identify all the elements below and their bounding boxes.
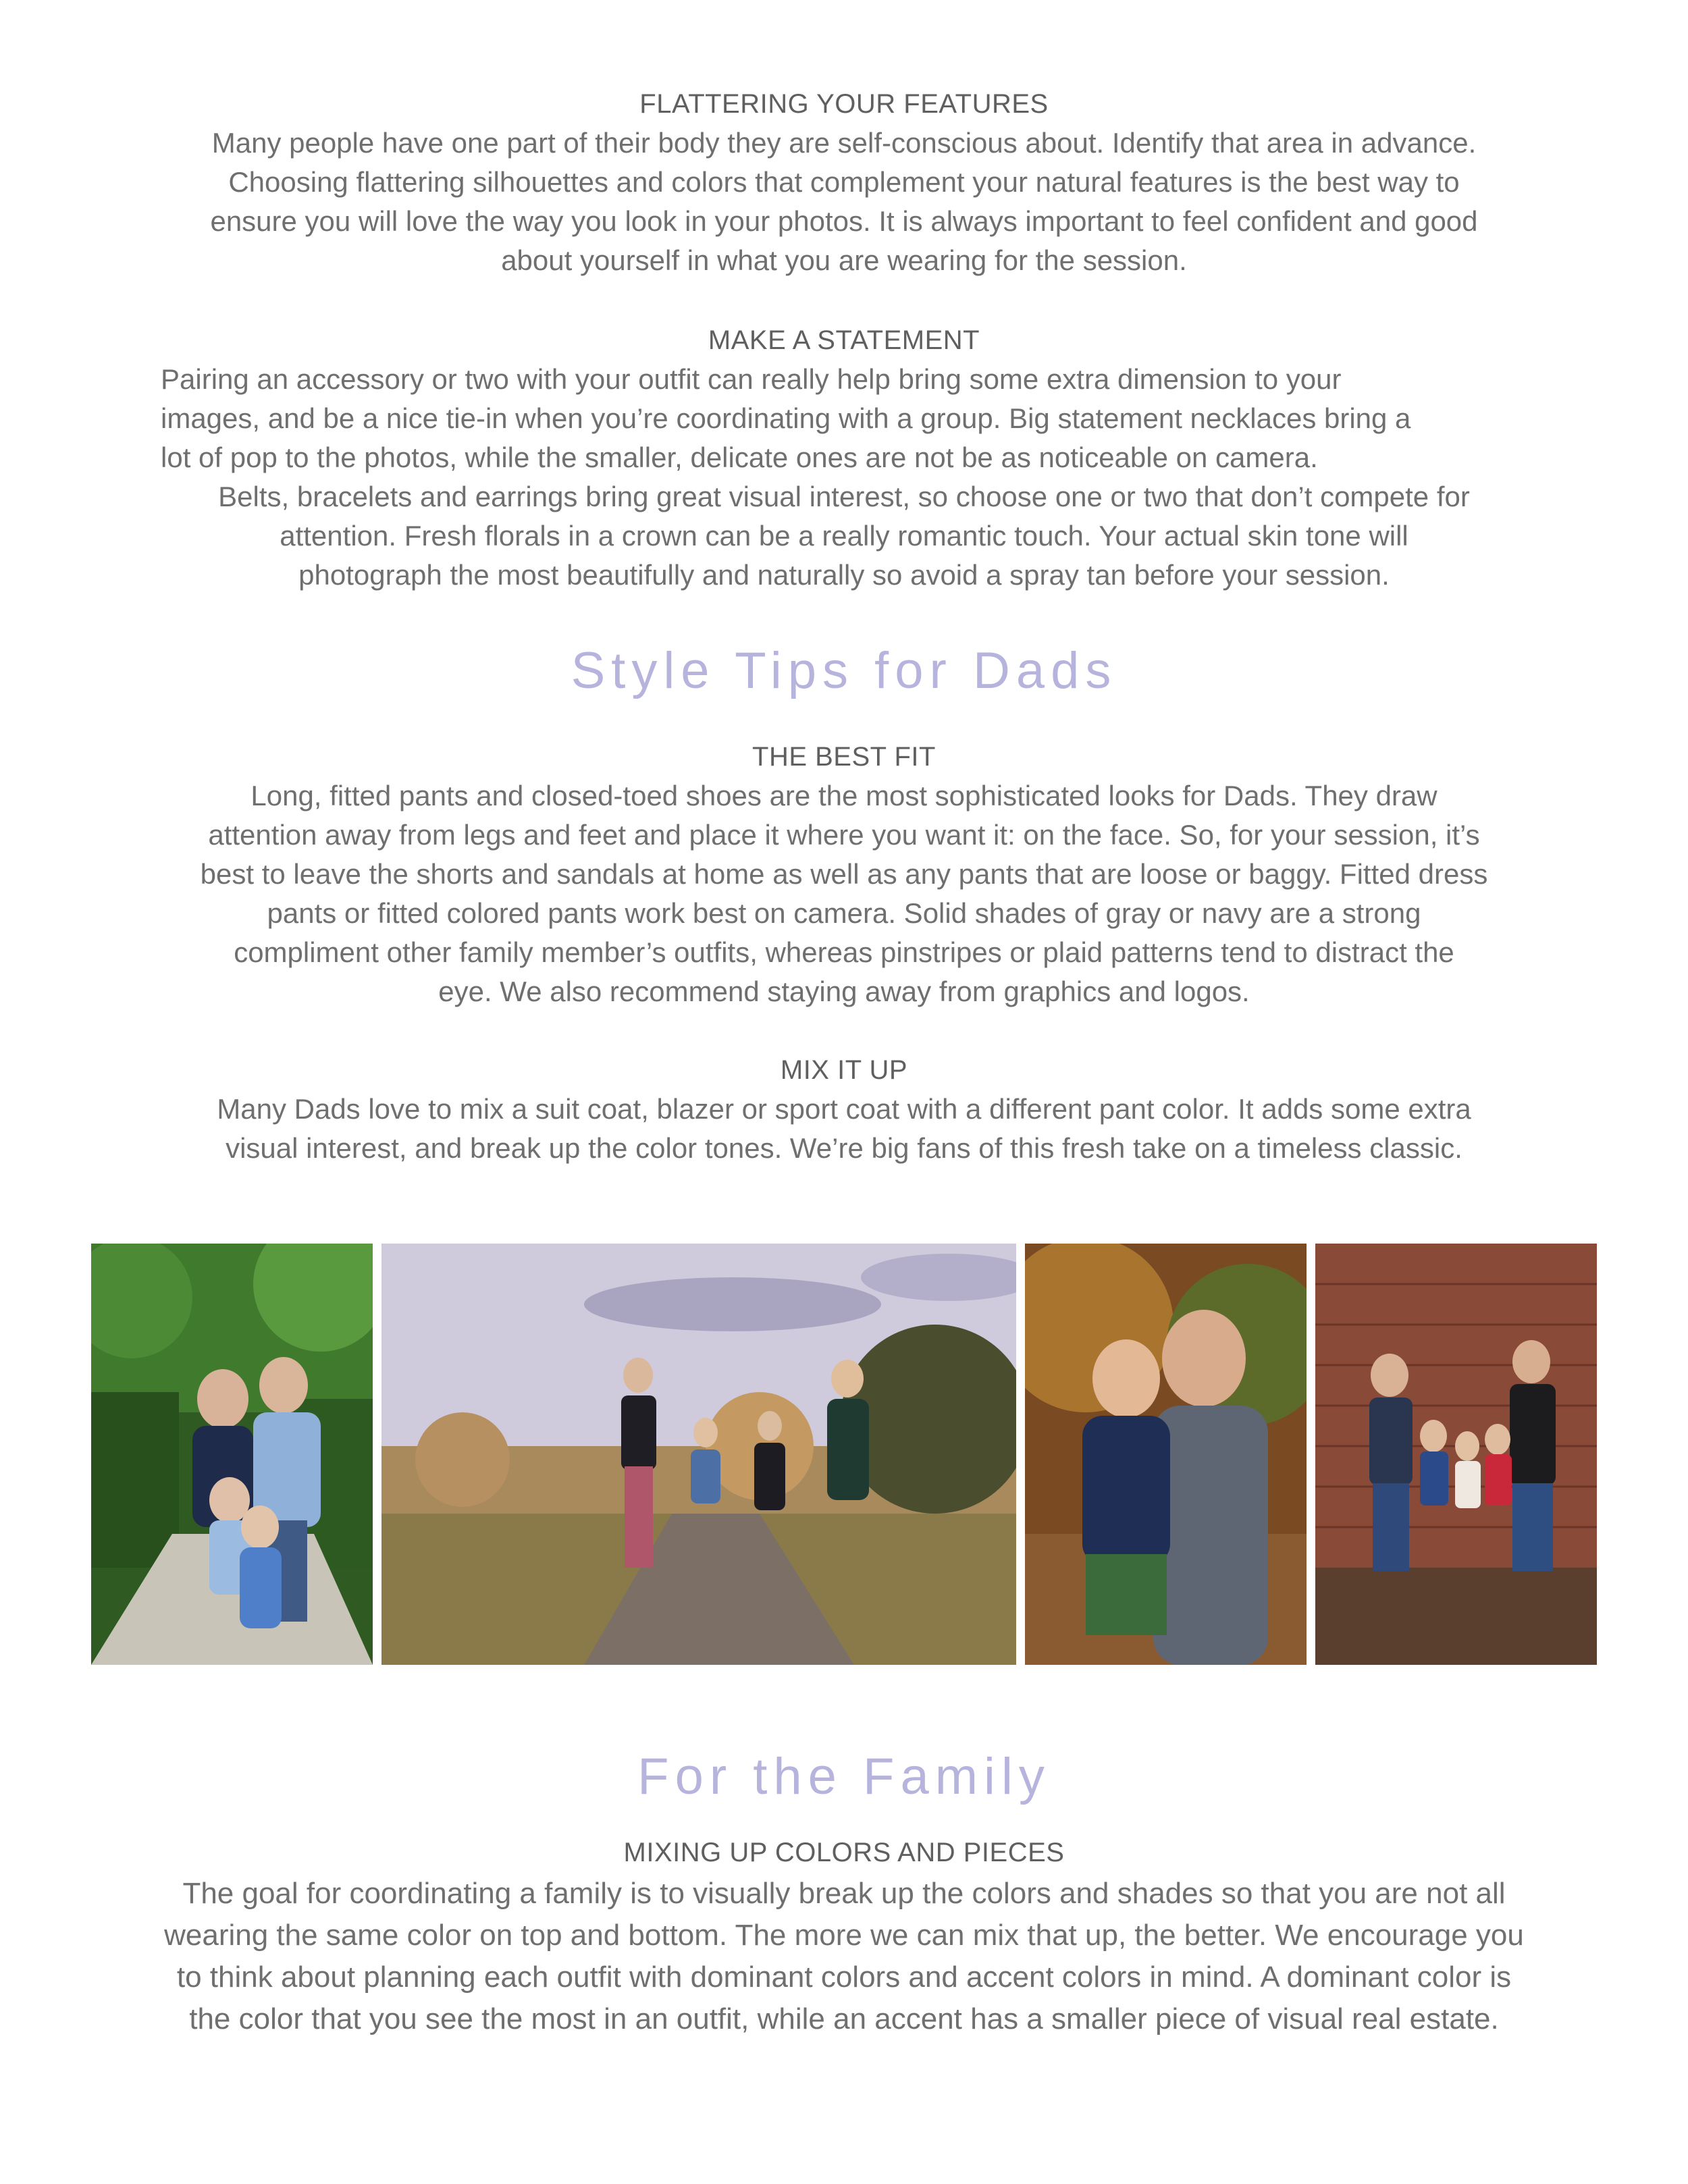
paragraph-mixing-colors xyxy=(0,1873,1688,2040)
text-line: to think about planning each outfit with dominant colors and accent colors in mind. A dominant color is xyxy=(176,1961,1512,1994)
text-line: The goal for coordinating a family is to visually break up the colors and shades so that you are not all xyxy=(182,1877,1506,1910)
heading-make-a-statement: MAKE A STATEMENT xyxy=(708,325,980,355)
text-line: compliment other family member’s outfits, whereas pinstripes or plaid patterns tend to distract the xyxy=(234,936,1454,968)
photo-family-brick-wall xyxy=(1315,1244,1597,1665)
text-line: ensure you will love the way you look in your photos. It is always important to feel confident and good xyxy=(210,205,1478,237)
paragraph-best-fit xyxy=(0,776,1688,1011)
heading-mix-it-up: MIX IT UP xyxy=(780,1055,908,1085)
text-line: wearing the same color on top and bottom. The more we can mix that up, the better. We encourage you xyxy=(164,1919,1524,1952)
text-line: attention. Fresh florals in a crown can be a really romantic touch. Your actual skin tone will xyxy=(280,520,1408,552)
text-line: Many Dads love to mix a suit coat, blazer or sport coat with a different pant color. It adds some extra xyxy=(217,1093,1471,1125)
heading-mixing-colors: MIXING UP COLORS AND PIECES xyxy=(623,1838,1065,1867)
title-style-tips-dads: Style Tips for Dads xyxy=(571,642,1117,699)
text-line: Choosing flattering silhouettes and colors that complement your natural features is the best way to xyxy=(228,166,1460,198)
text-line: Long, fitted pants and closed-toed shoes are the most sophisticated looks for Dads. They draw xyxy=(250,780,1438,811)
text-line: pants or fitted colored pants work best on camera. Solid shades of gray or navy are a strong xyxy=(267,897,1421,929)
paragraph-statement-center xyxy=(0,477,1688,595)
paragraph-mix-it-up xyxy=(0,1090,1688,1168)
text-line: Belts, bracelets and earrings bring great visual interest, so choose one or two that don’t compete for xyxy=(218,481,1470,512)
text-line: images, and be a nice tie-in when you’re coordinating with a group. Big statement necklaces bring a xyxy=(161,402,1411,434)
text-line: lot of pop to the photos, while the smaller, delicate ones are not be as noticeable on camera. xyxy=(161,442,1318,473)
paragraph-flattering-features xyxy=(0,124,1688,280)
text-line: photograph the most beautifully and naturally so avoid a spray tan before your session. xyxy=(298,559,1390,591)
text-line: the color that you see the most in an outfit, while an accent has a smaller piece of visual real estate. xyxy=(189,2002,1499,2035)
text-line: best to leave the shorts and sandals at home as well as any pants that are loose or baggy. Fitted dress xyxy=(200,858,1488,890)
heading-flattering-features: FLATTERING YOUR FEATURES xyxy=(639,89,1049,119)
photo-family-trail xyxy=(381,1244,1016,1665)
title-for-the-family: For the Family xyxy=(637,1748,1051,1805)
photo-dad-son xyxy=(1025,1244,1307,1665)
photo-family-garden xyxy=(91,1244,373,1665)
text-line: attention away from legs and feet and place it where you want it: on the face. So, for your session, it’s xyxy=(208,819,1480,851)
heading-best-fit: THE BEST FIT xyxy=(752,742,936,772)
text-line: visual interest, and break up the color tones. We’re big fans of this fresh take on a timeless classic. xyxy=(226,1132,1462,1164)
text-line: Many people have one part of their body they are self-conscious about. Identify that area in advance. xyxy=(211,127,1477,159)
text-line: about yourself in what you are wearing for the session. xyxy=(501,244,1187,276)
paragraph-statement-left xyxy=(161,360,1579,477)
text-line: eye. We also recommend staying away from graphics and logos. xyxy=(438,976,1250,1007)
text-line: Pairing an accessory or two with your outfit can really help bring some extra dimension to your xyxy=(161,363,1342,395)
